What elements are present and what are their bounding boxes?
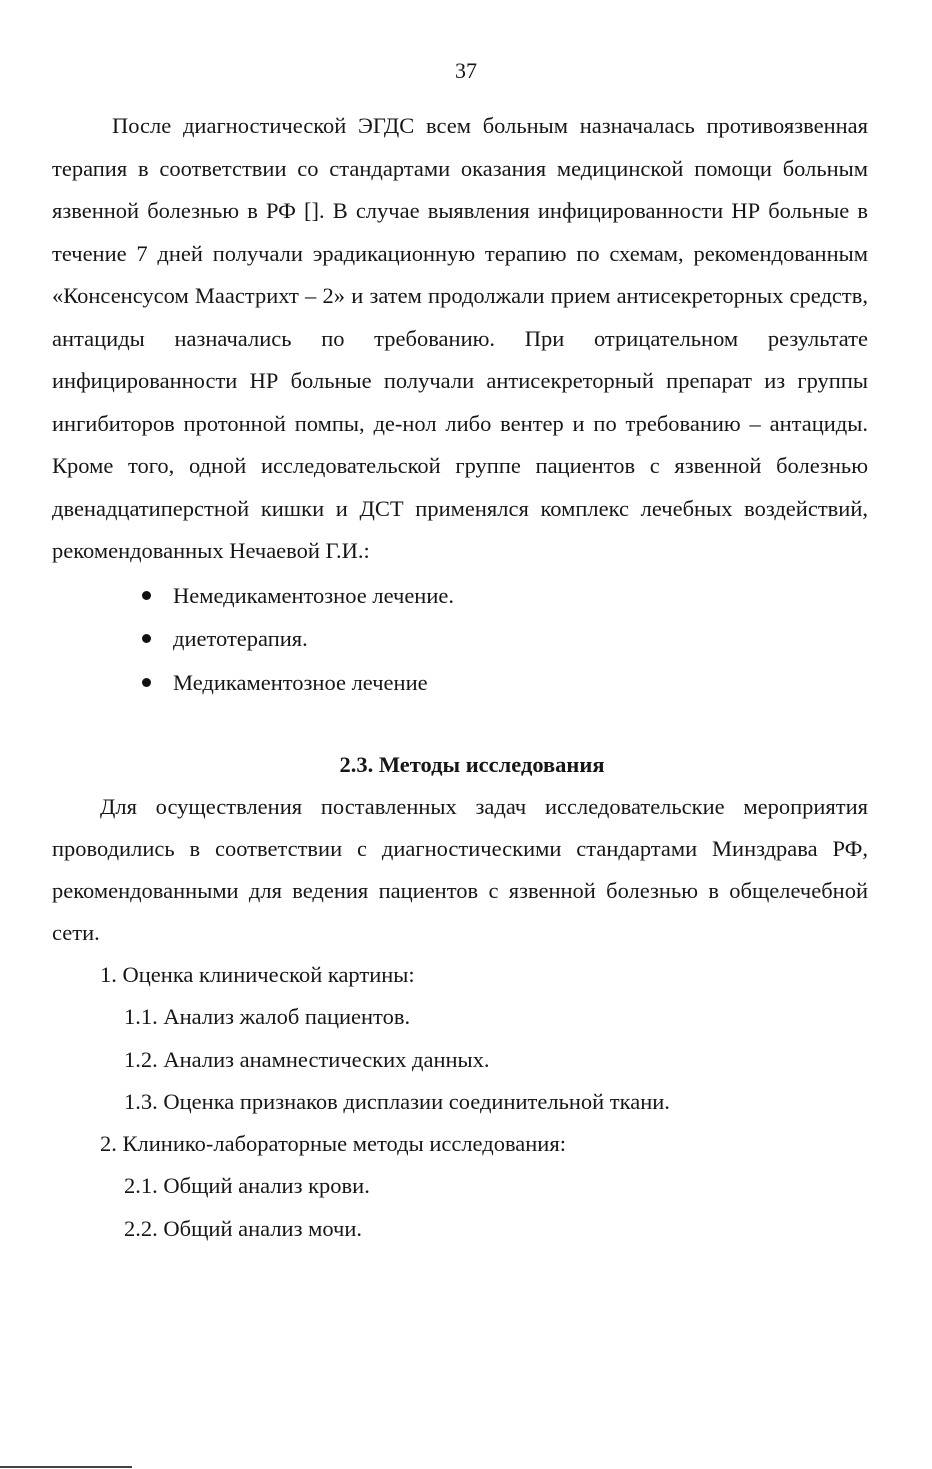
page-number: 37: [455, 58, 477, 83]
method-group-label: 2. Клинико-лабораторные методы исследования:: [100, 1131, 566, 1157]
method-item: 1.1. Анализ жалоб пациентов.: [124, 1004, 411, 1030]
paragraph-treatment: После диагностической ЭГДС всем больным назначалась противоязвенная терапия в соответствии со стандартами оказания медицинской помощи больным язвенной болезнью в РФ []. В случае выявления инфицированности НР больные в течение 7 дней получали эрадикационную терапию по схемам, рекомендованным «Консенсусом Маастрихт – 2» и затем продолжали прием антисекреторных средств, антациды назначались по требованию. При отрицательном результате инфицированности НР больные получали антисекреторный препарат из группы ингибиторов протонной помпы, де-нол либо вентер и по требованию – антациды. Кроме того, одной исследовательской группе пациентов с язвенной болезнью двенадцатиперстной кишки и ДСТ применялся комплекс лечебных воздействий, рекомендованных Нечаевой Г.И.:: [52, 113, 868, 563]
paragraph-methods-intro: Для осуществления поставленных задач исследовательские мероприятия проводились в соответствии с диагностическими стандартами Минздрава РФ, рекомендованными для ведения пациентов с язвенной болезнью в общелечебной сети.: [52, 794, 868, 945]
list-item: [52, 661, 868, 705]
treatment-list: [52, 574, 868, 705]
method-group-label: 1. Оценка клинической картины:: [100, 962, 415, 987]
page-body: [52, 105, 868, 1250]
methods-list: [52, 954, 868, 1250]
bullet-icon: [142, 591, 151, 600]
method-item: 2.1. Общий анализ крови.: [124, 1173, 370, 1199]
bullet-icon: [142, 678, 151, 687]
list-item: [52, 617, 868, 661]
list-item-text: Медикаментозное лечение: [173, 669, 428, 695]
method-item: 1.2. Анализ анамнестических данных.: [124, 1046, 490, 1072]
list-item-text: Немедикаментозное лечение.: [173, 582, 454, 608]
method-item: 2.2. Общий анализ мочи.: [124, 1215, 362, 1241]
section-heading: 2.3. Методы исследования: [339, 752, 605, 777]
method-item: 1.3. Оценка признаков дисплазии соединительной ткани.: [124, 1088, 670, 1114]
list-item-text: диетотерапия.: [173, 626, 308, 651]
list-item: [52, 574, 868, 618]
scan-edge-line: [0, 1466, 132, 1468]
bullet-icon: [142, 634, 151, 643]
